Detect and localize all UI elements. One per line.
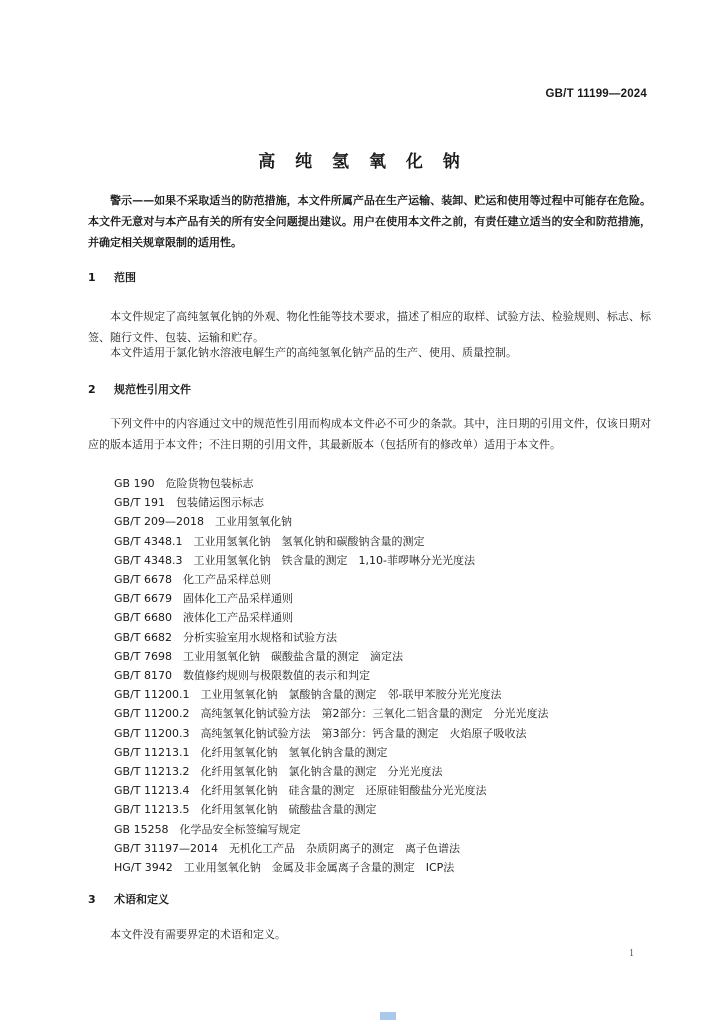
section-1-heading	[88, 269, 136, 285]
list-item: GB/T 7698 工业用氢氧化钠 碳酸盐含量的测定 滴定法	[114, 649, 403, 663]
list-item: GB/T 209—2018 工业用氢氧化钠	[114, 515, 292, 529]
standard-code: GB/T 11199—2024	[545, 88, 647, 100]
reference-list	[114, 474, 548, 877]
section-title: 范围	[114, 271, 136, 284]
list-item: GB/T 11200.2 高纯氢氧化钠试验方法 第2部分：三氧化二铝含量的测定 分光光度法	[114, 707, 549, 721]
list-item: GB/T 31197—2014 无机化工产品 杂质阴离子的测定 离子色谱法	[114, 841, 460, 855]
list-item: GB/T 6682 分析实验室用水规格和试验方法	[114, 630, 337, 644]
list-item: GB 190 危险货物包装标志	[114, 477, 254, 490]
list-item: GB/T 191 包装储运图示标志	[114, 496, 264, 510]
watermark-icon	[380, 1012, 396, 1020]
list-item: GB/T 11200.3 高纯氢氧化钠试验方法 第3部分：钙含量的测定 火焰原子吸收法	[114, 726, 527, 740]
section-number: 3	[88, 893, 96, 906]
list-item: GB/T 8170 数值修约规则与极限数值的表示和判定	[114, 669, 370, 683]
list-item: GB/T 6678 化工产品采样总则	[114, 573, 271, 587]
section-2-heading	[88, 381, 191, 397]
list-item: GB 15258 化学品安全标签编写规定	[114, 822, 301, 836]
list-item: GB/T 11200.1 工业用氢氧化钠 氯酸钠含量的测定 邻-联甲苯胺分光光度法	[114, 688, 502, 702]
scope-paragraph-1: 本文件规定了高纯氢氧化钠的外观、物化性能等技术要求，描述了相应的取样、试验方法、检验规则、标志、标签、随行文件、包装、运输和贮存。	[88, 310, 651, 344]
section-title: 规范性引用文件	[114, 383, 191, 396]
list-item: GB/T 6680 液体化工产品采样通则	[114, 611, 293, 625]
warning-paragraph: 警示——如果不采取适当的防范措施，本文件所属产品在生产运输、装卸、贮运和使用等过程中可能存在危险。本文件无意对与本产品有关的所有安全问题提出建议。用户在使用本文件之前，有责任建立适当的安全和防范措施，并确定相关规章限制的适用性。	[88, 194, 651, 249]
list-item: GB/T 11213.2 化纤用氢氧化钠 氯化钠含量的测定 分光光度法	[114, 765, 443, 779]
list-item: HG/T 3942 工业用氢氧化钠 金属及非金属离子含量的测定 ICP法	[114, 861, 455, 875]
list-item: GB/T 11213.1 化纤用氢氧化钠 氢氧化钠含量的测定	[114, 745, 388, 759]
list-item: GB/T 11213.5 化纤用氢氧化钠 硫酸盐含量的测定	[114, 803, 377, 817]
section-number: 2	[88, 383, 96, 396]
list-item: GB/T 4348.1 工业用氢氧化钠 氢氧化钠和碳酸钠含量的测定	[114, 534, 425, 548]
document-title: 高 纯 氢 氧 化 钠	[258, 152, 467, 172]
list-item: GB/T 6679 固体化工产品采样通则	[114, 592, 293, 606]
page-number: 1	[629, 948, 634, 959]
section-number: 1	[88, 271, 96, 284]
terms-paragraph: 本文件没有需要界定的术语和定义。	[110, 928, 286, 941]
normative-intro-paragraph: 下列文件中的内容通过文中的规范性引用而构成本文件必不可少的条款。其中，注日期的引用文件，仅该日期对应的版本适用于本文件；不注日期的引用文件，其最新版本（包括所有的修改单）适用于本文件。	[88, 417, 651, 451]
list-item: GB/T 11213.4 化纤用氢氧化钠 硅含量的测定 还原硅钼酸盐分光光度法	[114, 784, 487, 798]
section-title: 术语和定义	[114, 893, 169, 906]
scope-paragraph-2: 本文件适用于氯化钠水溶液电解生产的高纯氢氧化钠产品的生产、使用、质量控制。	[110, 346, 517, 359]
section-3-heading	[88, 891, 169, 907]
list-item: GB/T 4348.3 工业用氢氧化钠 铁含量的测定 1,10-菲啰啉分光光度法	[114, 553, 475, 567]
